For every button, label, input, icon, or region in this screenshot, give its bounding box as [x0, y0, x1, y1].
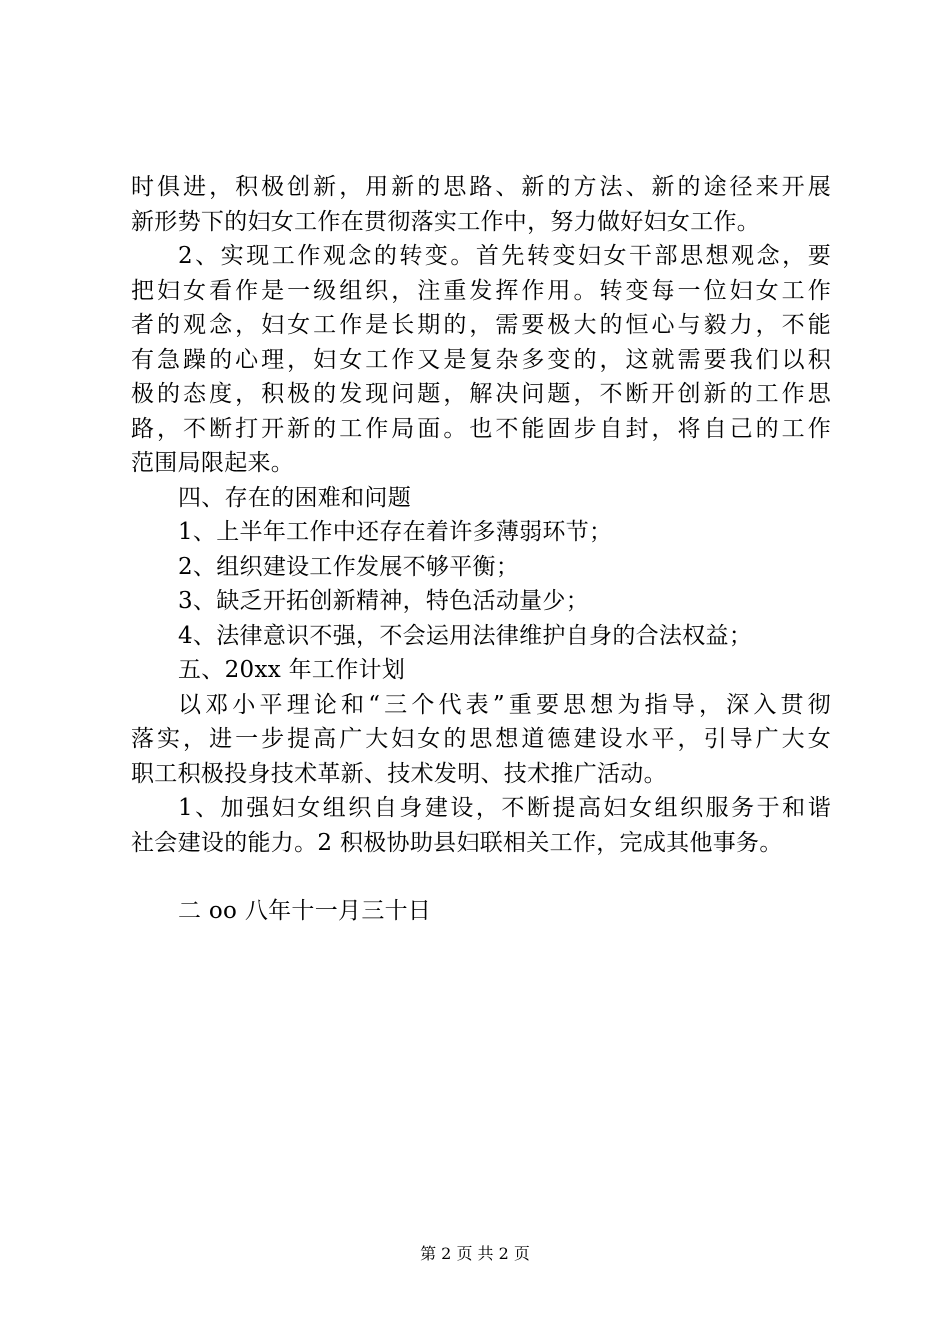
- section-heading: 四、存在的困难和问题: [178, 484, 411, 511]
- paragraph-line: 职工积极投身技术革新、技术发明、技术推广活动。: [131, 760, 667, 787]
- list-item: 1、上半年工作中还存在着许多薄弱环节；: [178, 519, 613, 545]
- paragraph-line: 1、加强妇女组织自身建设，不断提高妇女组织服务于和谐: [178, 795, 831, 821]
- paragraph-line: 范围局限起来。: [131, 450, 295, 476]
- paragraph-line: 社会建设的能力。2 积极协助县妇联相关工作，完成其他事务。: [131, 829, 783, 856]
- paragraph-line: 者的观念，妇女工作是长期的，需要极大的恒心与毅力，不能: [131, 312, 831, 338]
- paragraph-line: 极的态度，积极的发现问题，解决问题，不断开创新的工作思: [131, 381, 831, 407]
- paragraph-line: 有急躁的心理，妇女工作又是复杂多变的，这就需要我们以积: [131, 346, 831, 373]
- paragraph-line: 以邓小平理论和“三个代表”重要思想为指导，深入贯彻: [178, 691, 831, 718]
- paragraph-line: 时俱进，积极创新，用新的思路、新的方法、新的途径来开展: [131, 174, 831, 200]
- paragraph-line: 把妇女看作是一级组织，注重发挥作用。转变每一位妇女工作: [131, 277, 831, 304]
- list-item: 2、组织建设工作发展不够平衡；: [178, 553, 520, 580]
- document-date: 二 oo 八年十一月三十日: [178, 898, 432, 924]
- section-heading: 五、20xx 年工作计划: [178, 657, 406, 683]
- document-body: [131, 170, 831, 929]
- list-item: 4、法律意识不强，不会运用法律维护自身的合法权益；: [178, 622, 753, 649]
- page-footer: [0, 1244, 950, 1264]
- paragraph-line: 落实，进一步提高广大妇女的思想道德建设水平，引导广大女: [131, 726, 831, 752]
- list-item: 3、缺乏开拓创新精神，特色活动量少；: [178, 588, 590, 614]
- blank-line: [131, 860, 831, 894]
- paragraph-line: 路，不断打开新的工作局面。也不能固步自封，将自己的工作: [131, 415, 831, 442]
- paragraph-line: 新形势下的妇女工作在贯彻落实工作中，努力做好妇女工作。: [131, 208, 761, 235]
- paragraph-line: 2、实现工作观念的转变。首先转变妇女干部思想观念，要: [178, 243, 831, 269]
- page-number: 第 2 页 共 2 页: [420, 1244, 530, 1263]
